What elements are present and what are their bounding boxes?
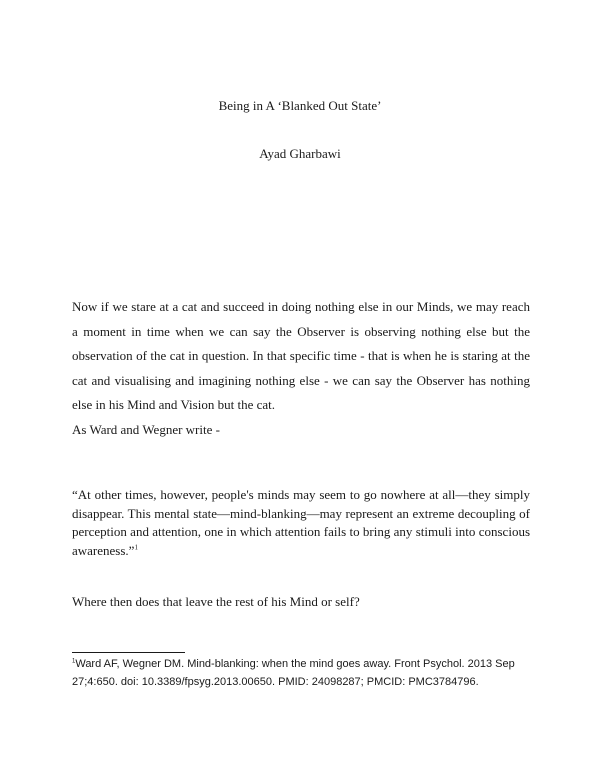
paragraph-ward-wegner-intro: As Ward and Wegner write - (72, 422, 220, 437)
footnote-separator (72, 652, 185, 653)
paragraph-rest-of-mind: Where then does that leave the rest of his Mind or self? (72, 594, 360, 609)
footnote-reference[interactable]: 1 (134, 543, 138, 552)
paragraph-observer-cat: Now if we stare at a cat and succeed in doing nothing else in our Minds, we may reach a moment in time when we can say the Observer is observing nothing else but the observation of the cat in question. In that specific time - that is when he is staring at the cat and visualising and imagining nothing else - we can say the Observer has nothing else in his Mind and Vision but the cat. (72, 299, 530, 412)
footnote-text: Ward AF, Wegner DM. Mind-blanking: when the mind goes away. Front Psychol. 2013 Sep 27;4:650. doi: 10.3389/fpsyg.2013.00650. PMID: 24098287; PMCID: PMC3784796. (72, 658, 515, 688)
document-author: Ayad Gharbawi (259, 146, 341, 161)
footnote-marker: 1 (72, 658, 76, 665)
block-quote (72, 486, 530, 560)
document-title: Being in A ‘Blanked Out State’ (218, 98, 382, 113)
footnote (72, 656, 542, 691)
quote-text: “At other times, however, people's minds may seem to go nowhere at all—they simply disappear. This mental state—mind-blanking—may represent an extreme decoupling of perception and attention, one in which attention fails to bring any stimuli into conscious awareness.” (72, 487, 530, 558)
